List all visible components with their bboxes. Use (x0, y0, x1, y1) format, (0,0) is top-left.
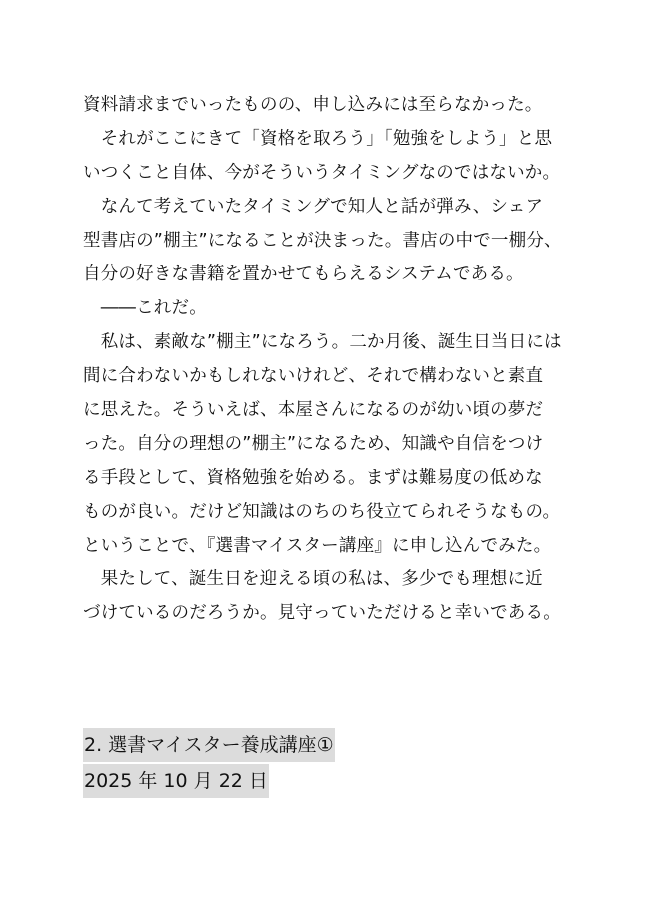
body-line: ということで、『選書マイスター講座』に申し込んでみた。 (83, 535, 552, 556)
body-line: 果たして、誕生日を迎える頃の私は、多少でも理想に近 (83, 569, 543, 590)
body-line: いつくこと自体、今がそういうタイミングなのではないか。 (83, 162, 561, 183)
body-line: 型書店の”棚主”になることが決まった。書店の中で一棚分、 (83, 230, 562, 251)
section-heading: 2. 選書マイスター養成講座① (83, 728, 335, 762)
body-line: る手段として、資格勉強を始める。まずは難易度の低めな (83, 467, 543, 488)
body-line: それがここにきて「資格を取ろう」「勉強をしよう」と思 (83, 128, 553, 149)
section-date: 2025 年 10 月 22 日 (83, 764, 269, 798)
body-line: ――これだ。 (83, 298, 207, 319)
body-line: 間に合わないかもしれないけれど、それで構わないと素直 (83, 366, 544, 387)
body-line: ものが良い。だけど知識はのちのち役立てられそうなもの。 (83, 501, 561, 522)
body-line: に思えた。そういえば、本屋さんになるのが幼い頃の夢だ (83, 400, 544, 421)
body-line: 私は、素敵な”棚主”になろう。二か月後、誕生日当日には (83, 332, 562, 353)
body-line: った。自分の理想の”棚主”になるため、知識や自信をつけ (83, 433, 544, 454)
body-line: 自分の好きな書籍を置かせてもらえるシステムである。 (83, 264, 524, 285)
body-line: 資料請求までいったものの、申し込みには至らなかった。 (83, 95, 543, 115)
body-line: づけているのだろうか。見守っていただけると幸いである。 (83, 603, 561, 624)
body-text (83, 89, 583, 631)
body-line: なんて考えていたタイミングで知人と話が弾み、シェア (83, 196, 544, 217)
